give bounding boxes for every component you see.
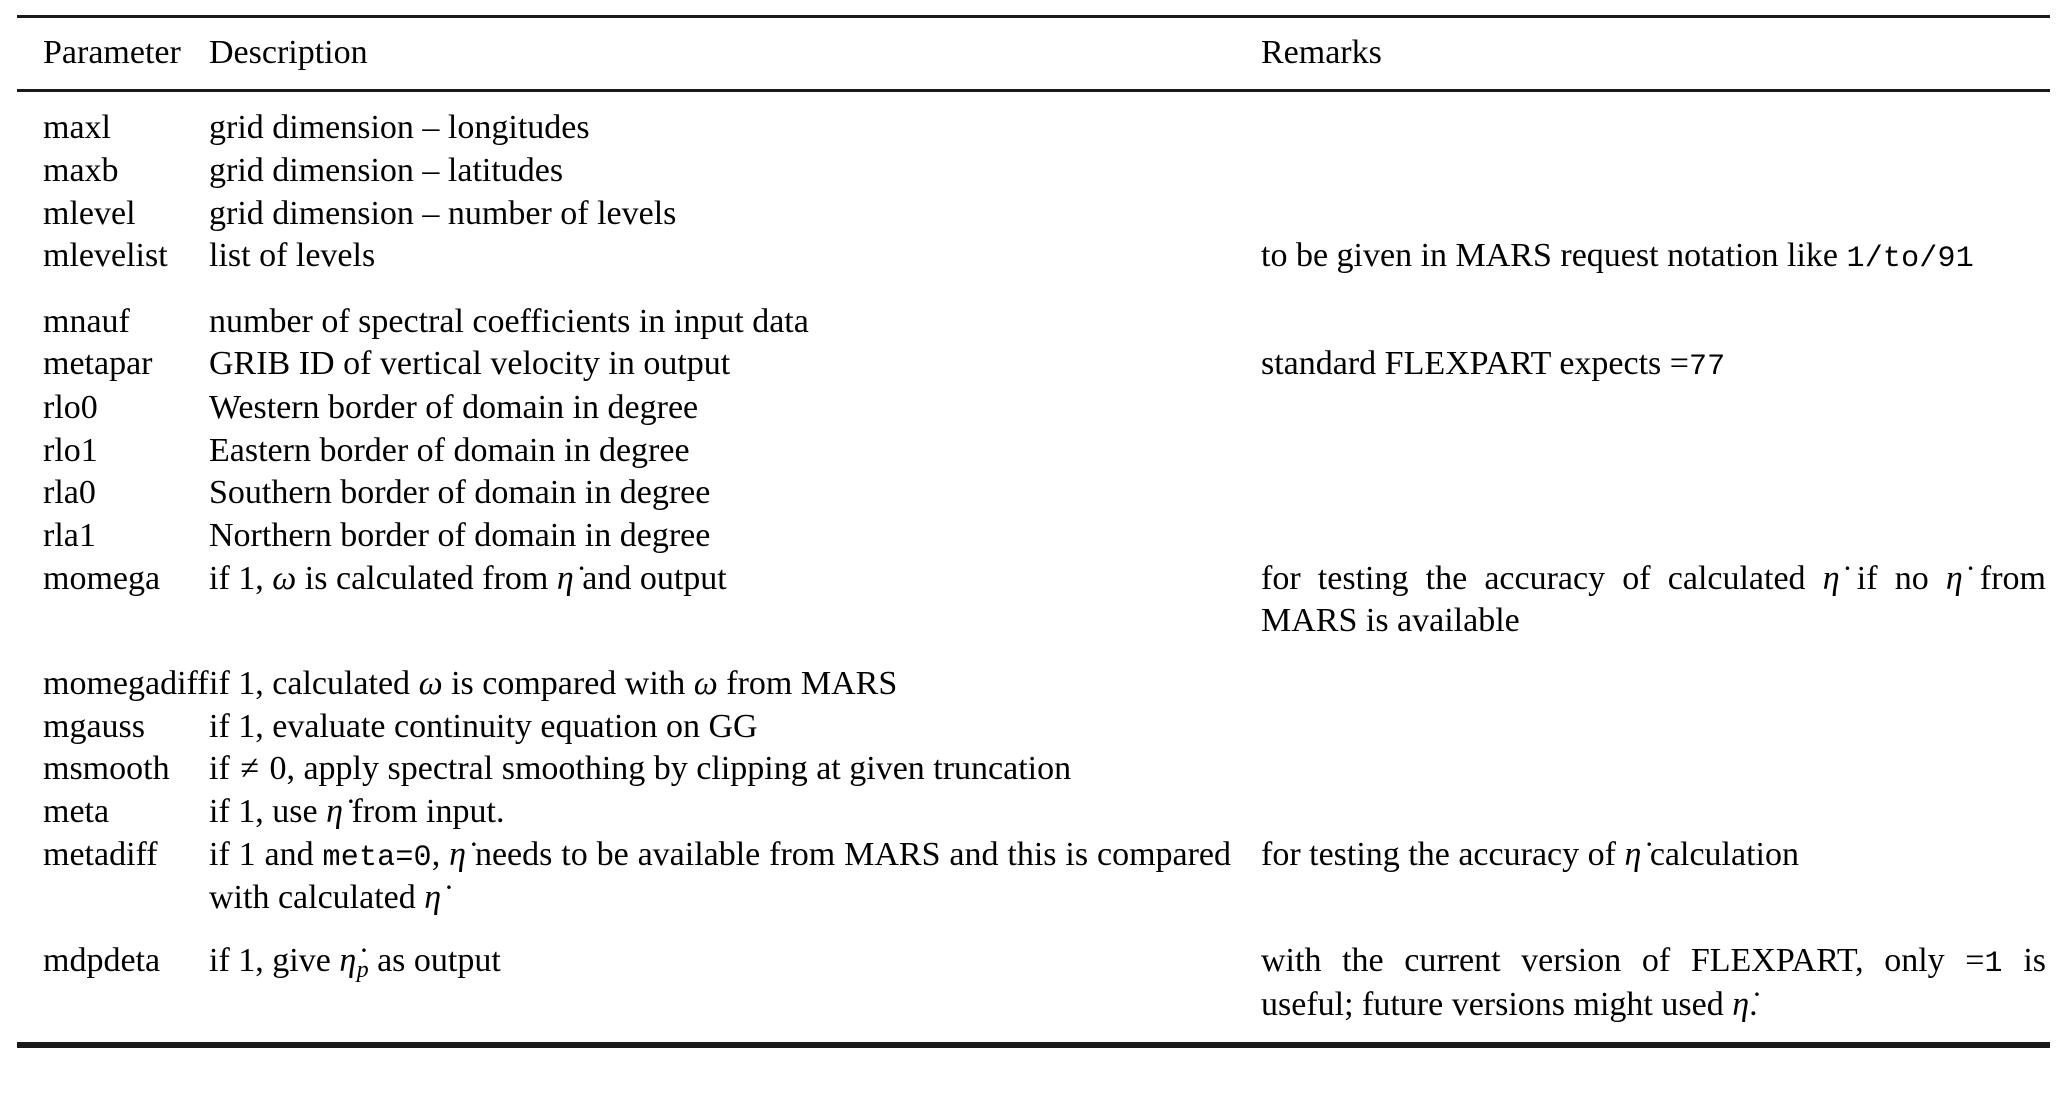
remarks-text: if no — [1839, 559, 1946, 597]
cell-parameter: rlo1 — [43, 431, 98, 469]
table-row — [17, 91, 2050, 150]
cell-description — [209, 558, 1261, 643]
eta-dot-symbol: η̇ — [449, 835, 467, 873]
column-header-remarks: Remarks — [1261, 34, 1382, 71]
table-row — [17, 430, 2050, 473]
omega-symbol: ω — [693, 665, 718, 703]
desc-text: is compared with — [442, 665, 694, 703]
remarks-code: 77 — [1688, 350, 1726, 385]
cell-parameter: rla0 — [43, 474, 96, 512]
row-spacer — [17, 920, 2050, 940]
desc-text: if 1, calculated — [209, 665, 419, 703]
desc-text: from input. — [342, 793, 505, 830]
table-row — [17, 515, 2050, 558]
cell-remarks — [1261, 706, 2050, 749]
cell-remarks — [1261, 387, 2050, 430]
cell-description — [209, 834, 1261, 920]
table-row — [17, 791, 2050, 834]
cell-description: grid dimension – number of levels — [209, 194, 677, 232]
eta-dot-symbol: η̇ — [556, 559, 574, 597]
column-header-parameter: Parameter — [43, 34, 181, 71]
table-footer — [17, 1044, 2050, 1047]
cell-remarks — [1261, 515, 2050, 558]
cell-remarks — [1261, 301, 2050, 344]
table-row — [17, 834, 2050, 920]
remarks-text: for testing the accuracy of calculated — [1261, 559, 1823, 597]
desc-text: , — [431, 835, 450, 873]
eta-dot-symbol: η̇ — [1945, 559, 1963, 597]
column-header-description: Description — [209, 34, 368, 71]
cell-description — [209, 748, 1261, 791]
cell-parameter: momegadiff — [43, 665, 209, 703]
eta-dot-symbol: η̇ — [1732, 985, 1750, 1023]
cell-parameter: metadiff — [43, 835, 158, 873]
desc-text: and output — [573, 559, 727, 597]
desc-code: meta=0 — [322, 840, 432, 875]
remarks-text: for testing the accuracy of — [1261, 835, 1625, 873]
eta-dot-symbol: η̇ — [1822, 559, 1840, 597]
cell-remarks — [1261, 91, 2050, 150]
cell-parameter: maxl — [43, 109, 111, 147]
cell-description: Southern border of domain in degree — [209, 474, 711, 512]
table-row — [17, 706, 2050, 749]
row-spacer — [17, 279, 2050, 301]
cell-description — [209, 663, 1261, 706]
table-row — [17, 387, 2050, 430]
cell-description: grid dimension – latitudes — [209, 151, 564, 189]
cell-parameter: maxb — [43, 151, 119, 189]
desc-text: 0, apply spectral smoothing by clipping at given truncation — [260, 750, 1072, 788]
cell-parameter: rla1 — [43, 517, 96, 555]
eta-dot-symbol: η̇ — [339, 941, 357, 979]
desc-text: if 1, — [209, 559, 273, 597]
parameter-table — [17, 15, 2050, 1048]
table-row — [17, 343, 2050, 387]
cell-parameter: momega — [43, 559, 161, 597]
subscript-p: p — [356, 957, 369, 984]
cell-parameter: mlevelist — [43, 237, 168, 275]
desc-text: if 1, use — [209, 793, 327, 830]
parameter-table-figure — [0, 15, 2067, 1101]
cell-remarks — [1261, 663, 2050, 706]
table-row — [17, 150, 2050, 193]
table-body — [17, 91, 2050, 1044]
cell-remarks — [1261, 791, 2050, 834]
cell-description: if 1, evaluate continuity equation on GG — [209, 707, 758, 745]
cell-description: Western border of domain in degree — [209, 389, 699, 427]
table-header-row — [17, 17, 2050, 91]
eta-dot-symbol: η̇ — [1624, 835, 1642, 873]
table-row — [17, 193, 2050, 236]
cell-parameter: mnauf — [43, 302, 130, 340]
remarks-text: is useful; future versions might used — [1261, 941, 2047, 1023]
cell-parameter: mdpdeta — [43, 941, 161, 979]
cell-description: grid dimension – longitudes — [209, 109, 590, 147]
cell-description — [209, 940, 1261, 1044]
cell-remarks — [1261, 748, 2050, 791]
remarks-text: to be given in MARS request notation like — [1261, 237, 1838, 275]
cell-remarks — [1261, 150, 2050, 193]
table-row — [17, 472, 2050, 515]
cell-remarks — [1261, 235, 2050, 279]
desc-text: is calculated from — [296, 559, 557, 597]
cell-remarks — [1261, 472, 2050, 515]
remarks-text: from MARS is available — [1261, 559, 2046, 640]
remarks-text: standard FLEXPART expects = — [1261, 345, 1689, 383]
desc-text: from MARS — [717, 665, 898, 703]
cell-remarks — [1261, 940, 2050, 1044]
cell-description: list of levels — [209, 237, 376, 275]
cell-description: Northern border of domain in degree — [209, 517, 711, 555]
table-row — [17, 558, 2050, 643]
desc-text: if 1 and — [209, 835, 323, 873]
table-row — [17, 663, 2050, 706]
table-row — [17, 235, 2050, 279]
omega-symbol: ω — [272, 559, 297, 597]
table-row — [17, 748, 2050, 791]
cell-remarks — [1261, 343, 2050, 387]
cell-parameter: mgauss — [43, 707, 145, 745]
cell-description: GRIB ID of vertical velocity in output — [209, 345, 731, 383]
desc-text: if 1, give — [209, 941, 340, 979]
desc-text: if — [209, 750, 239, 788]
remarks-text: calculation — [1641, 835, 1799, 873]
cell-parameter: rlo0 — [43, 389, 98, 427]
cell-remarks — [1261, 558, 2050, 643]
cell-description: Eastern border of domain in degree — [209, 431, 690, 469]
omega-symbol: ω — [418, 665, 443, 703]
desc-text: as output — [368, 941, 501, 979]
cell-parameter: metapar — [43, 345, 153, 383]
remarks-text: . — [1749, 985, 1758, 1023]
cell-remarks — [1261, 834, 2050, 920]
remarks-code: 1/to/91 — [1846, 242, 1974, 277]
cell-parameter: msmooth — [43, 750, 170, 788]
cell-description — [209, 791, 1261, 834]
cell-parameter: mlevel — [43, 194, 136, 232]
table-bottom-rule — [17, 1044, 2050, 1047]
desc-text: needs to be available from MARS and this is compared with calculated — [209, 835, 1232, 917]
table-header — [17, 17, 2050, 91]
row-spacer — [17, 643, 2050, 663]
table-row — [17, 940, 2050, 1044]
remarks-text: with the current version of FLEXPART, only = — [1261, 941, 1985, 979]
not-equal-symbol: ≠ — [240, 750, 259, 788]
remarks-code: 1 — [1984, 946, 2003, 981]
cell-description: number of spectral coefficients in input data — [209, 302, 809, 340]
eta-dot-symbol: η̇ — [326, 793, 343, 830]
cell-parameter: meta — [43, 793, 110, 830]
eta-dot-symbol: η̇ — [424, 879, 442, 917]
cell-remarks — [1261, 430, 2050, 473]
cell-remarks — [1261, 193, 2050, 236]
table-row — [17, 301, 2050, 344]
